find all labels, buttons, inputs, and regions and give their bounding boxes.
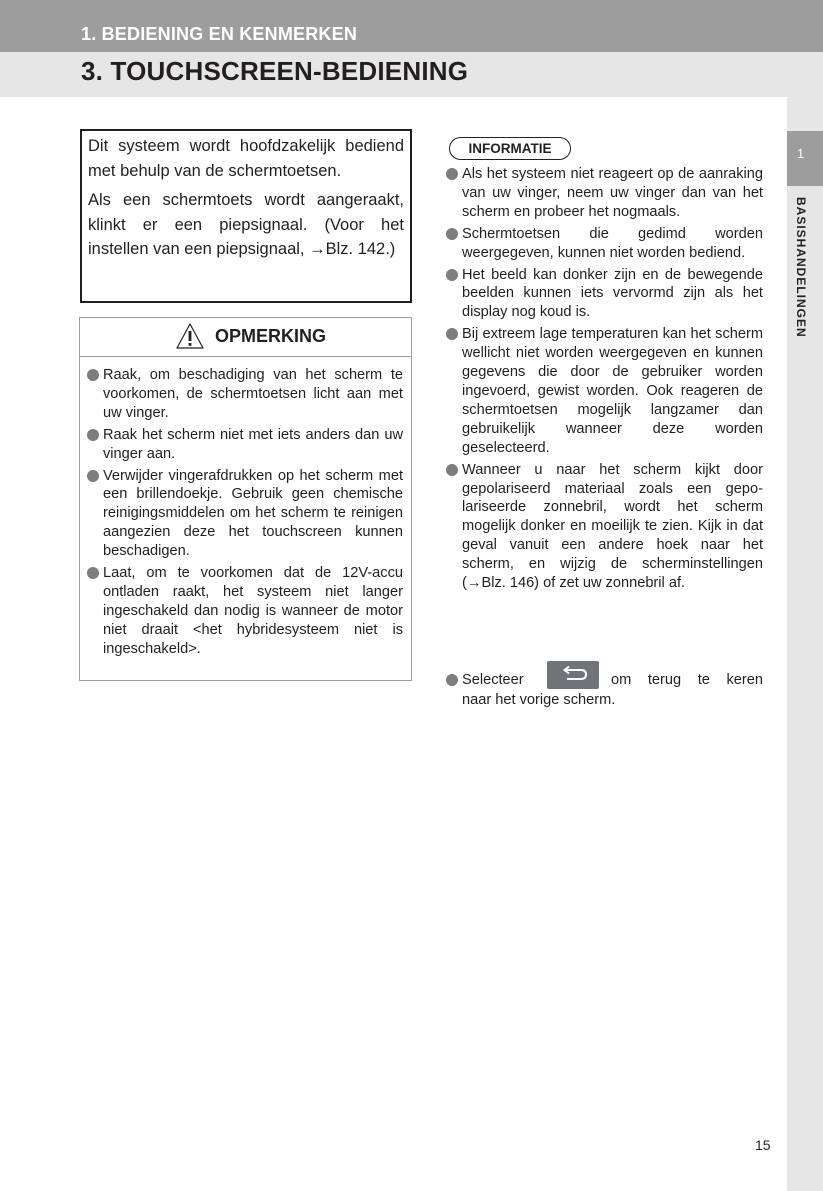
caution-list [80,357,411,659]
chapter-number: 1 [797,146,805,161]
list-item: Wanneer u naar het scherm kijkt door gepolariseerd materiaal zoals een gepolariseerde zonnebril, wordt het scherm mogelijk donker en moeilijk te zien. Kijk in dat geval vanuit een andere hoek naar het scherm, en wijzig de scherminstellingen (→Blz. 146) of zet uw zonnebril af. [446,461,763,593]
info-list [446,165,763,596]
page-number: 15 [755,1137,771,1153]
select-text: Selecteer [462,672,524,688]
list-item: Raak het scherm niet met iets anders dan uw vinger aan. [87,426,403,464]
bullet-icon [446,269,458,281]
return-text: om terug te keren [611,672,763,688]
list-item: Het beeld kan donker zijn en de bewegende beelden kunnen iets vervormd zijn als het display nog koud is. [446,266,763,323]
caution-header [80,318,411,357]
intro-paragraph: Als een schermtoets wordt aangeraakt, klinkt er een piepsignaal. (Voor het instellen van een piepsignaal, →Blz. 142.) [88,191,404,258]
bullet-icon [87,369,99,381]
list-item: Bij extreem lage temperaturen kan het scherm wellicht niet worden weergegeven en kunnen gegevens die door de gebruiker worden ingevoerd, gewist worden. Ook reageren de schermtoetsen mogelijk langzamer dan gebruikelijk wanneer deze worden geselecteerd. [446,325,763,457]
intro-box [80,129,412,303]
bullet-icon [446,464,458,476]
return-text-line2: naar het vorige scherm. [462,692,616,708]
bullet-icon [446,168,458,180]
list-item: Raak, om beschadiging van het scherm te voorkomen, de schermtoetsen licht aan met uw vinger. [87,366,403,423]
page-title: 3. TOUCHSCREEN-BEDIENING [81,56,469,86]
warning-triangle-icon [175,322,205,350]
intro-paragraph: Dit systeem wordt hoofdzakelijk bediend met behulp van de schermtoetsen. [88,137,404,180]
info-badge: INFORMATIE [449,137,571,160]
chapter-tab [787,131,823,186]
bullet-icon [87,470,99,482]
list-item-back [446,661,763,710]
chapter-name: BASISHANDELINGEN [794,197,808,338]
caution-box [79,317,412,681]
list-item: Laat, om te voorkomen dat de 12V-accu ontladen raakt, het systeem niet langer ingeschakeld dan nodig is wanneer de motor niet draait <het hybridesysteem niet is ingeschakeld>. [87,564,403,659]
list-item: Als het systeem niet reageert op de aanraking van uw vinger, neem uw vinger dan van het scherm en probeer het nogmaals. [446,165,763,222]
bullet-icon [446,228,458,240]
bullet-icon [446,328,458,340]
caution-title: OPMERKING [215,326,327,346]
section-label: 1. BEDIENING EN KENMERKEN [81,24,358,44]
list-item: Schermtoetsen die gedimd worden weergegeven, kunnen niet worden bediend. [446,225,763,263]
bullet-icon [87,567,99,579]
back-button[interactable] [547,661,599,689]
bullet-icon [87,429,99,441]
list-item: Verwijder vingerafdrukken op het scherm met een brillendoekje. Gebruik geen chemische reinigingsmiddelen om het scherm te reinigen aangezien deze het touchscreen kunnen beschadigen. [87,467,403,562]
back-arrow-icon [547,661,599,689]
